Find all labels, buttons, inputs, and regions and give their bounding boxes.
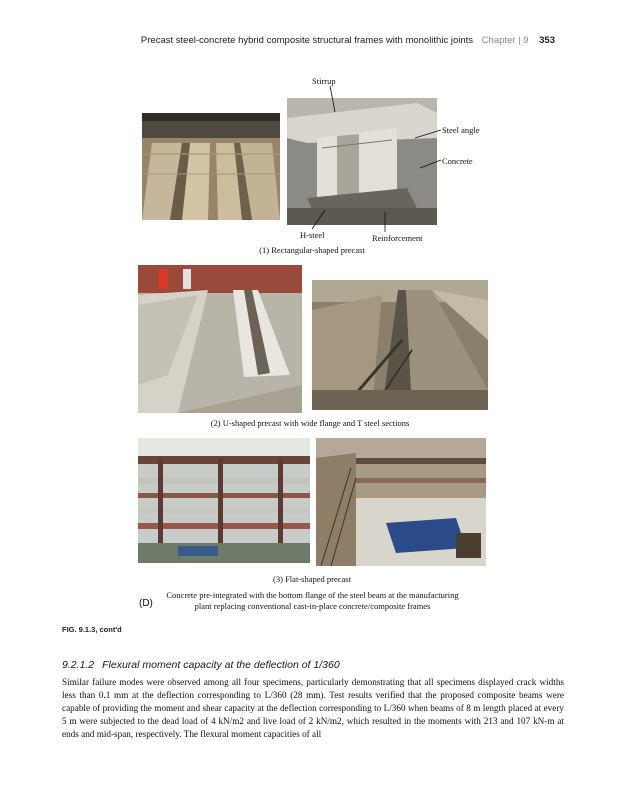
running-title: Precast steel-concrete hybrid composite structural frames with monolithic joints (140, 35, 474, 46)
panel-letter-d: (D) (139, 598, 153, 609)
chapter-label: Chapter | 9 (481, 35, 529, 46)
photo-wide-flange-t-sections (312, 280, 488, 410)
caption-panel-3: (3) Flat-shaped precast (273, 574, 351, 584)
section-title: Flexural moment capacity at the deflection of 1/360 (102, 659, 340, 671)
caption-panel-1: (1) Rectangular-shaped precast (259, 245, 365, 255)
caption-panel-d-line1: Concrete pre-integrated with the bottom flange of the steel beam at the manufacturing (166, 590, 459, 600)
callout-steel-angle: Steel angle (442, 125, 480, 135)
section-number: 9.2.1.2 (62, 659, 95, 671)
callout-reinforcement: Reinforcement (372, 233, 423, 243)
photo-flat-precast-frame (138, 438, 310, 563)
caption-panel-2: (2) U-shaped precast with wide flange and T steel sections (210, 418, 410, 428)
section-heading (62, 659, 340, 671)
callout-stirrup: Stirrup (312, 76, 336, 86)
body-text: Similar failure modes were observed among all four specimens, particularly demonstrating that all specimens displayed crack widths less than 0.1 mm at the deflection corresponding to L/360 (28 mm). Test results verified that the proposed composite beams were capable of providing the moment and shear capacity at the deflection corresponding to L/360 when beams of 8 m length placed at every 5 m were subjected to the dead load of 4 kN/m2 and live load of 2 kN/m2, which resulted in the moments with 213 and 107 kN-m at ends and mid-span, respectively. The flexural moment capacities of all (62, 677, 564, 739)
photo-flat-precast-deck (316, 438, 486, 566)
figure-reference: FIG. 9.1.3, cont'd (62, 625, 122, 634)
page-number: 353 (539, 35, 555, 46)
photo-u-shaped-precast (138, 265, 302, 413)
callout-h-steel: H-steel (300, 230, 325, 240)
body-paragraph (62, 676, 564, 741)
caption-panel-d-line2: plant replacing conventional cast-in-place concrete/composite frames (194, 601, 431, 611)
callout-concrete: Concrete (442, 156, 473, 166)
